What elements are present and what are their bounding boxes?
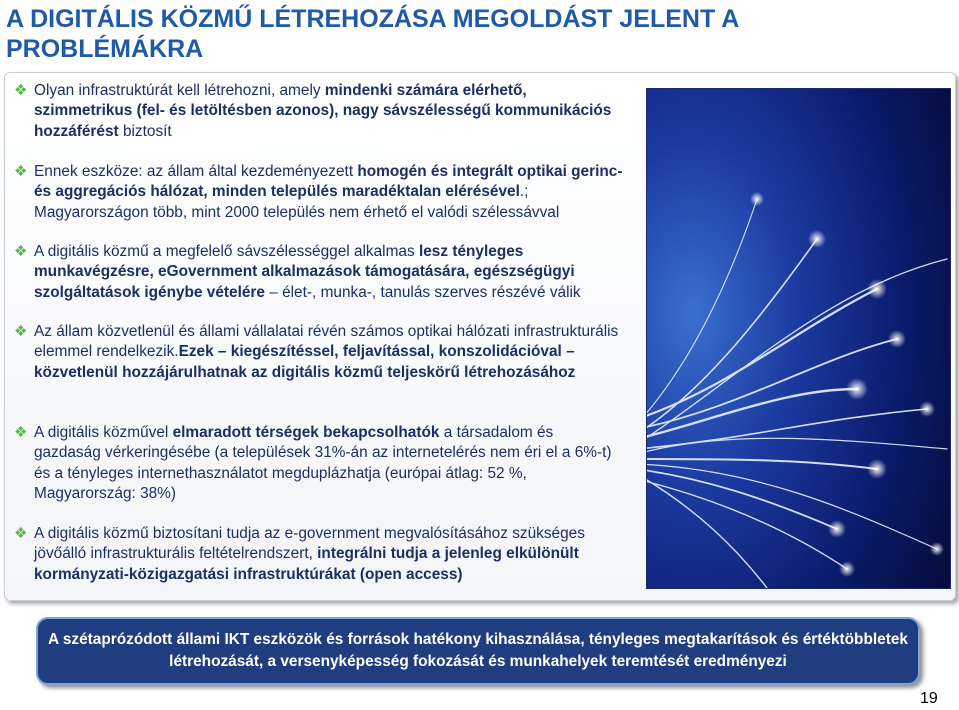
diamond-bullet-icon: ❖ [14, 163, 21, 180]
bullet-plain-text: Ennek eszköze: az állam által kezdeményezett [34, 163, 358, 180]
diamond-bullet-icon: ❖ [14, 424, 21, 441]
bullet-plain-text: Az állam közvetlenül és állami vállalatai révén számos optikai hálózati infrastrukturális elemmel rendelkezik. [34, 323, 619, 361]
diamond-bullet-icon: ❖ [14, 243, 21, 260]
bullet-text [14, 524, 624, 585]
page-number: 19 [920, 690, 938, 707]
bullet-plain-text: A digitális közmű a megfelelő sávszélességgel alkalmas [34, 243, 419, 260]
bullet-text [14, 242, 624, 303]
bullet-plain-text: Olyan infrastruktúrát kell létrehozni, amely [34, 82, 325, 99]
bullet-bold-text: lesz tényleges munkavégzésre, eGovernment alkalmazások támogatására, egészségügyi szolgáltatások igénybe vételére [34, 243, 575, 301]
bullet-bold-text: Ezek – kiegészítéssel, feljavítással, konszolidációval – közvetlenül hozzájárulhatnak az digitális közmű teljeskörű létrehozásához [34, 343, 576, 381]
bullet-bold-text: homogén és integrált optikai gerinc- és aggregációs hálózat, minden település maradéktalan elérésével [34, 163, 623, 201]
diamond-bullet-icon: ❖ [14, 82, 21, 99]
bullet-plain-text: biztosít [118, 122, 172, 140]
summary-banner [36, 617, 920, 685]
bullet-plain-text: A digitális közmű biztosítani tudja az e-government megvalósításához szükséges jövőálló infrastrukturális feltételrendszert, [34, 525, 585, 563]
bullet-plain-text: a társadalom és gazdaság vérkeringésébe (a települések 31%-án az internetelérés nem éri el a 6%-t) és a tényleges internethasználatot megduplázhatja (európai átlag: 52 %, Magyarország: 38%) [34, 424, 612, 502]
bullet-text [14, 322, 624, 383]
bullet-text [14, 423, 624, 504]
banner-text: A szétaprózódott állami IKT eszközök és források hatékony kihasználása, tényleges megtakarítások és értéktöbbletek létrehozását, a versenyképesség fokozását és munkahelyek teremtését eredményezi [48, 631, 908, 670]
bullet-item [14, 322, 624, 383]
fiber-optic-photo [646, 88, 951, 589]
bullet-plain-text: .; Magyarországon több, mint 2000 település nem érhető el valódi szélessávval [34, 183, 560, 221]
bullet-bold-text: mindenki számára elérhető, szimmetrikus (fel- és letöltésben azonos), nagy sávszélességű kommunikációs hozzáférést [34, 82, 612, 140]
bullet-bold-text: integrálni tudja a jelenleg elkülönült kormányzati-közigazgatási infrastruktúrákat (open access) [34, 545, 579, 583]
bullet-text [14, 81, 624, 142]
diamond-bullet-icon: ❖ [14, 525, 21, 542]
bullet-text [14, 162, 624, 223]
bullet-item [14, 162, 624, 223]
bullet-item [14, 524, 624, 585]
bullet-item [14, 81, 624, 142]
bullet-bold-text: elmaradott térségek bekapcsolhatók [172, 424, 440, 441]
bullet-plain-text: – élet-, munka-, tanulás szerves részévé válik [264, 283, 581, 301]
bullet-item [14, 423, 624, 504]
bullet-item [14, 242, 624, 303]
diamond-bullet-icon: ❖ [14, 323, 21, 340]
bullet-plain-text: A digitális közművel [34, 424, 173, 441]
slide-title: A DIGITÁLIS KÖZMŰ LÉTREHOZÁSA MEGOLDÁST JELENT A PROBLÉMÁKRA [6, 5, 739, 63]
